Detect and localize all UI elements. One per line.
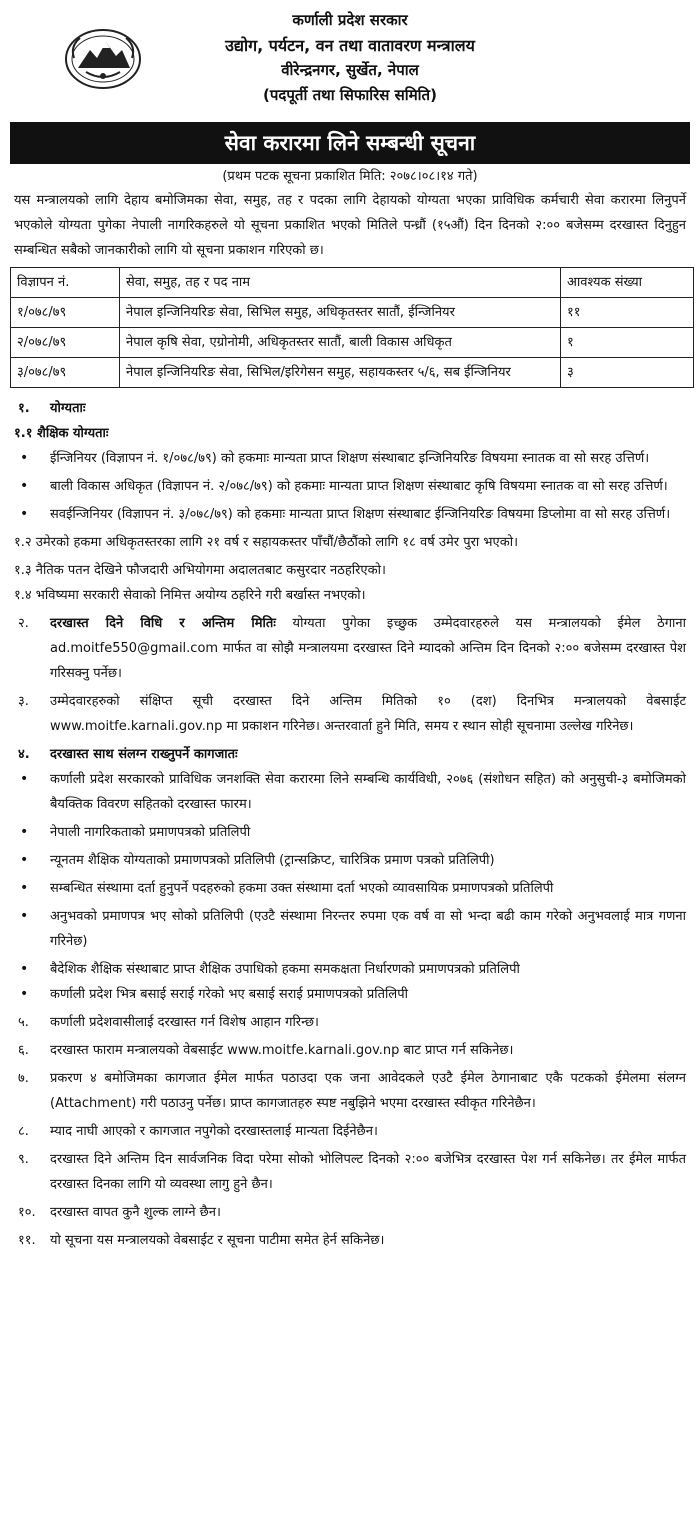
section-1-2: १.२ उमेरको हकमा अधिकृतस्तरका लागि २१ वर्ष र सहायकस्तर पाँचौं/छैठौंको लागि १८ वर्ष उमेर पुरा भएको।: [14, 535, 519, 550]
table-cell-post: नेपाल कृषि सेवा, एग्रोनोमी, अधिकृतस्तर सातौं, बाली विकास अधिकृत: [120, 328, 561, 358]
bullet-icon: •: [20, 986, 29, 1002]
table-header-row: [11, 268, 694, 298]
bullet-icon: •: [20, 824, 29, 840]
table-cell-ad-no: ३/०७८/७९: [11, 358, 120, 388]
email-link[interactable]: ad.moitfe550@gmail.com: [50, 641, 219, 656]
table-cell-ad-no: १/०७८/७९: [11, 298, 120, 328]
intro-paragraph: यस मन्त्रालयको लागि देहाय बमोजिमका सेवा, समुह, तह र पदका लागि देहायको योग्यता भएका प्राविधिक कर्मचारी सेवा करारमा लिनुपर्ने भएकोले योग्यता पुगेका नेपाली नागरिकहरुले यो सूचना प्रकाशित भएको मितिले पन्ध्रौं (१५औं) दिन दिनको २:०० बजेसम्म दरखास्त दिनुहुन सम्बन्धित सबैको जानकारीको लागि यो सूचना प्रकाशन गरिएको छ।: [14, 193, 686, 258]
section-1-4: १.४ भविष्यमा सरकारी सेवाको निमित्त अयोग्य ठहरिने गरी बर्खास्त नभएको।: [14, 588, 366, 603]
section-1-heading: १. योग्यताः: [18, 401, 86, 416]
government-name: कर्णाली प्रदेश सरकार: [292, 11, 408, 29]
website-link[interactable]: www.moitfe.karnali.gov.np: [227, 1043, 400, 1058]
nepal-emblem-icon: [64, 28, 142, 90]
notice-title-banner: सेवा करारमा लिने सम्बन्धी सूचना: [10, 122, 690, 164]
bullet-icon: •: [20, 961, 29, 977]
section-4-heading: ४. दरखास्त साथ संलग्न राख्नुपर्ने कागजातः: [18, 747, 238, 762]
section-3: ३. उम्मेदवारहरुको संक्षिप्त सूची दरखास्त दिने अन्तिम मितिको १० (दश) दिनभित्र मन्त्रालयको वेबसाईट www.moitfe.karnali.gov.np मा प्रकाशन गरिनेछ। अन्तरवार्ता हुने मिति, समय र स्थान सोही सूचनामा उल्लेख गरिनेछ।: [18, 694, 686, 734]
bullet-icon: •: [20, 771, 29, 787]
section-5: ५. कर्णाली प्रदेशवासीलाई दरखास्त गर्न विशेष आहान गरिन्छ।: [18, 1015, 319, 1030]
list-item: • बाली विकास अधिकृत (विज्ञापन नं. २/०७८/७९) को हकमाः मान्यता प्राप्त शिक्षण संस्थाबाट कृषि विषयमा स्नातक वा सो सरह उत्तिर्ण।: [14, 474, 686, 499]
section-7: ७. प्रकरण ४ बमोजिमका कागजात ईमेल मार्फत पठाउदा एक जना आवेदकले एउटै ईमेल ठेगानाबाट एकै पटकको ईमेलमा संलग्न (Attachment) गरी पठाउनु पर्नेछ। प्राप्त कागजातहरु स्पष्ट नबुझिने भएमा दरखास्त स्वीकृत गरिनेछैन।: [18, 1071, 686, 1111]
list-item: • अनुभवको प्रमाणपत्र भए सोको प्रतिलिपी (एउटै संस्थामा निरन्तर रुपमा एक वर्ष वा सो भन्दा बढी काम गरेको अनुभवलाई मात्र गणना गरिनेछ): [14, 904, 686, 954]
letterhead: [6, 8, 694, 120]
table-row: [11, 298, 694, 328]
website-link[interactable]: www.moitfe.karnali.gov.np: [50, 719, 223, 734]
table-header-post: सेवा, समुह, तह र पद नाम: [120, 268, 561, 298]
bullet-icon: •: [20, 908, 29, 924]
bullet-icon: •: [20, 478, 29, 494]
table-cell-post: नेपाल इन्जिनियरिङ सेवा, सिभिल/इरिगेसन समुह, सहायकस्तर ५/६, सब ईन्जिनियर: [120, 358, 561, 388]
bullet-icon: •: [20, 880, 29, 896]
section-8: ८. म्याद नाघी आएको र कागजात नपुगेको दरखास्तलाई मान्यता दिईनेछैन।: [18, 1124, 378, 1139]
table-header-ad-no: विज्ञापन नं.: [11, 268, 120, 298]
bullet-icon: •: [20, 450, 29, 466]
ministry-address: वीरेन्द्रनगर, सुर्खेत, नेपाल: [281, 61, 419, 79]
vacancy-table: [10, 267, 694, 388]
list-item: • सवईन्जिनियर (विज्ञापन नं. ३/०७८/७९) को हकमाः मान्यता प्राप्त शिक्षण संस्थाबाट ईन्जिनियरिङ विषयमा डिप्लोमा वा सो सरह उत्तिर्ण।: [14, 502, 686, 527]
ministry-name: उद्योग, पर्यटन, वन तथा वातावरण मन्त्रालय: [225, 36, 475, 55]
section-10: १०. दरखास्त वापत कुनै शुल्क लाग्ने छैन।: [18, 1205, 221, 1220]
table-row: [11, 358, 694, 388]
table-cell-ad-no: २/०७८/७९: [11, 328, 120, 358]
section-2: २. दरखास्त दिने विधि र अन्तिम मितिः योग्यता पुगेका इच्छुक उम्मेदवारहरुले यस मन्त्रालयको ईमेल ठेगाना ad.moitfe550@gmail.com मार्फत वा सोझै मन्त्रालयमा दरखास्त दिने म्यादको अन्तिम दिन दिनको २:०० बजेसम्म दरखास्त पेश गरिसक्नु पर्नेछ।: [18, 616, 687, 681]
table-header-count: आवश्यक संख्या: [561, 268, 694, 298]
committee-name: (पदपूर्ती तथा सिफारिस समिति): [263, 86, 437, 104]
section-1-1-heading: १.१ शैक्षिक योग्यताः: [14, 426, 109, 441]
notice-body: [14, 396, 686, 1253]
table-cell-count: ३: [561, 358, 694, 388]
list-item: • ईन्जिनियर (विज्ञापन नं. १/०७८/७९) को हकमाः मान्यता प्राप्त शिक्षण संस्थाबाट इन्जिनियरिङ विषयमा स्नातक वा सो सरह उत्तिर्ण।: [14, 446, 686, 471]
table-cell-count: ११: [561, 298, 694, 328]
section-11: ११. यो सूचना यस मन्त्रालयको वेबसाईट र सूचना पाटीमा समेत हेर्न सकिनेछ।: [18, 1233, 385, 1248]
section-6: ६. दरखास्त फाराम मन्त्रालयको वेबसाईट www.moitfe.karnali.gov.np बाट प्राप्त गर्न सकिनेछ।: [18, 1043, 514, 1058]
list-item: • बैदेशिक शैक्षिक संस्थाबाट प्राप्त शैक्षिक उपाधिको हकमा समकक्षता निर्धारणको प्रमाणपत्रको प्रतिलिपी: [14, 957, 686, 982]
list-item: • कर्णाली प्रदेश सरकारको प्राविधिक जनशक्ति सेवा करारमा लिने सम्बन्धि कार्यविधी, २०७६ (संशोधन सहित) को अनुसुची-३ बमोजिमको बैयक्तिक विवरण सहितको दरखास्त फारम।: [14, 767, 686, 817]
list-item: • न्यूनतम शैक्षिक योग्यताको प्रमाणपत्रको प्रतिलिपी (ट्रान्सक्रिप्ट, चारित्रिक प्रमाण पत्रको प्रतिलिपी): [14, 848, 686, 873]
list-item: • सम्बन्धित संस्थामा दर्ता हुनुपर्ने पदहरुको हकमा उक्त संस्थामा दर्ता भएको व्यावसायिक प्रमाणपत्रको प्रतिलिपी: [14, 876, 686, 901]
table-row: [11, 328, 694, 358]
bullet-icon: •: [20, 506, 29, 522]
section-2-title: दरखास्त दिने विधि र अन्तिम मितिः: [50, 616, 276, 631]
section-9: ९. दरखास्त दिने अन्तिम दिन सार्वजनिक विदा परेमा सोको भोलिपल्ट दिनको २:०० बजेभित्र दरखास्त पेश गर्न सकिनेछ। तर ईमेल मार्फत दरखास्त दिनका लागि यो व्यवस्था लागु हुने छैन।: [18, 1152, 686, 1192]
table-cell-post: नेपाल इन्जिनियरिङ सेवा, सिभिल समुह, अधिकृतस्तर सातौं, ईन्जिनियर: [120, 298, 561, 328]
section-1-3: १.३ नैतिक पतन देखिने फौजदारी अभियोगमा अदालतबाट कसुरदार नठहरिएको।: [14, 563, 386, 578]
table-cell-count: १: [561, 328, 694, 358]
list-item: • नेपाली नागरिकताको प्रमाणपत्रको प्रतिलिपी: [14, 820, 686, 845]
publication-date: (प्रथम पटक सूचना प्रकाशित मिति: २०७८।०८।१४ गते): [222, 169, 478, 184]
bullet-icon: •: [20, 852, 29, 868]
list-item: • कर्णाली प्रदेश भित्र बसाई सराई गरेको भए बसाई सराई प्रमाणपत्रको प्रतिलिपी: [14, 982, 686, 1007]
